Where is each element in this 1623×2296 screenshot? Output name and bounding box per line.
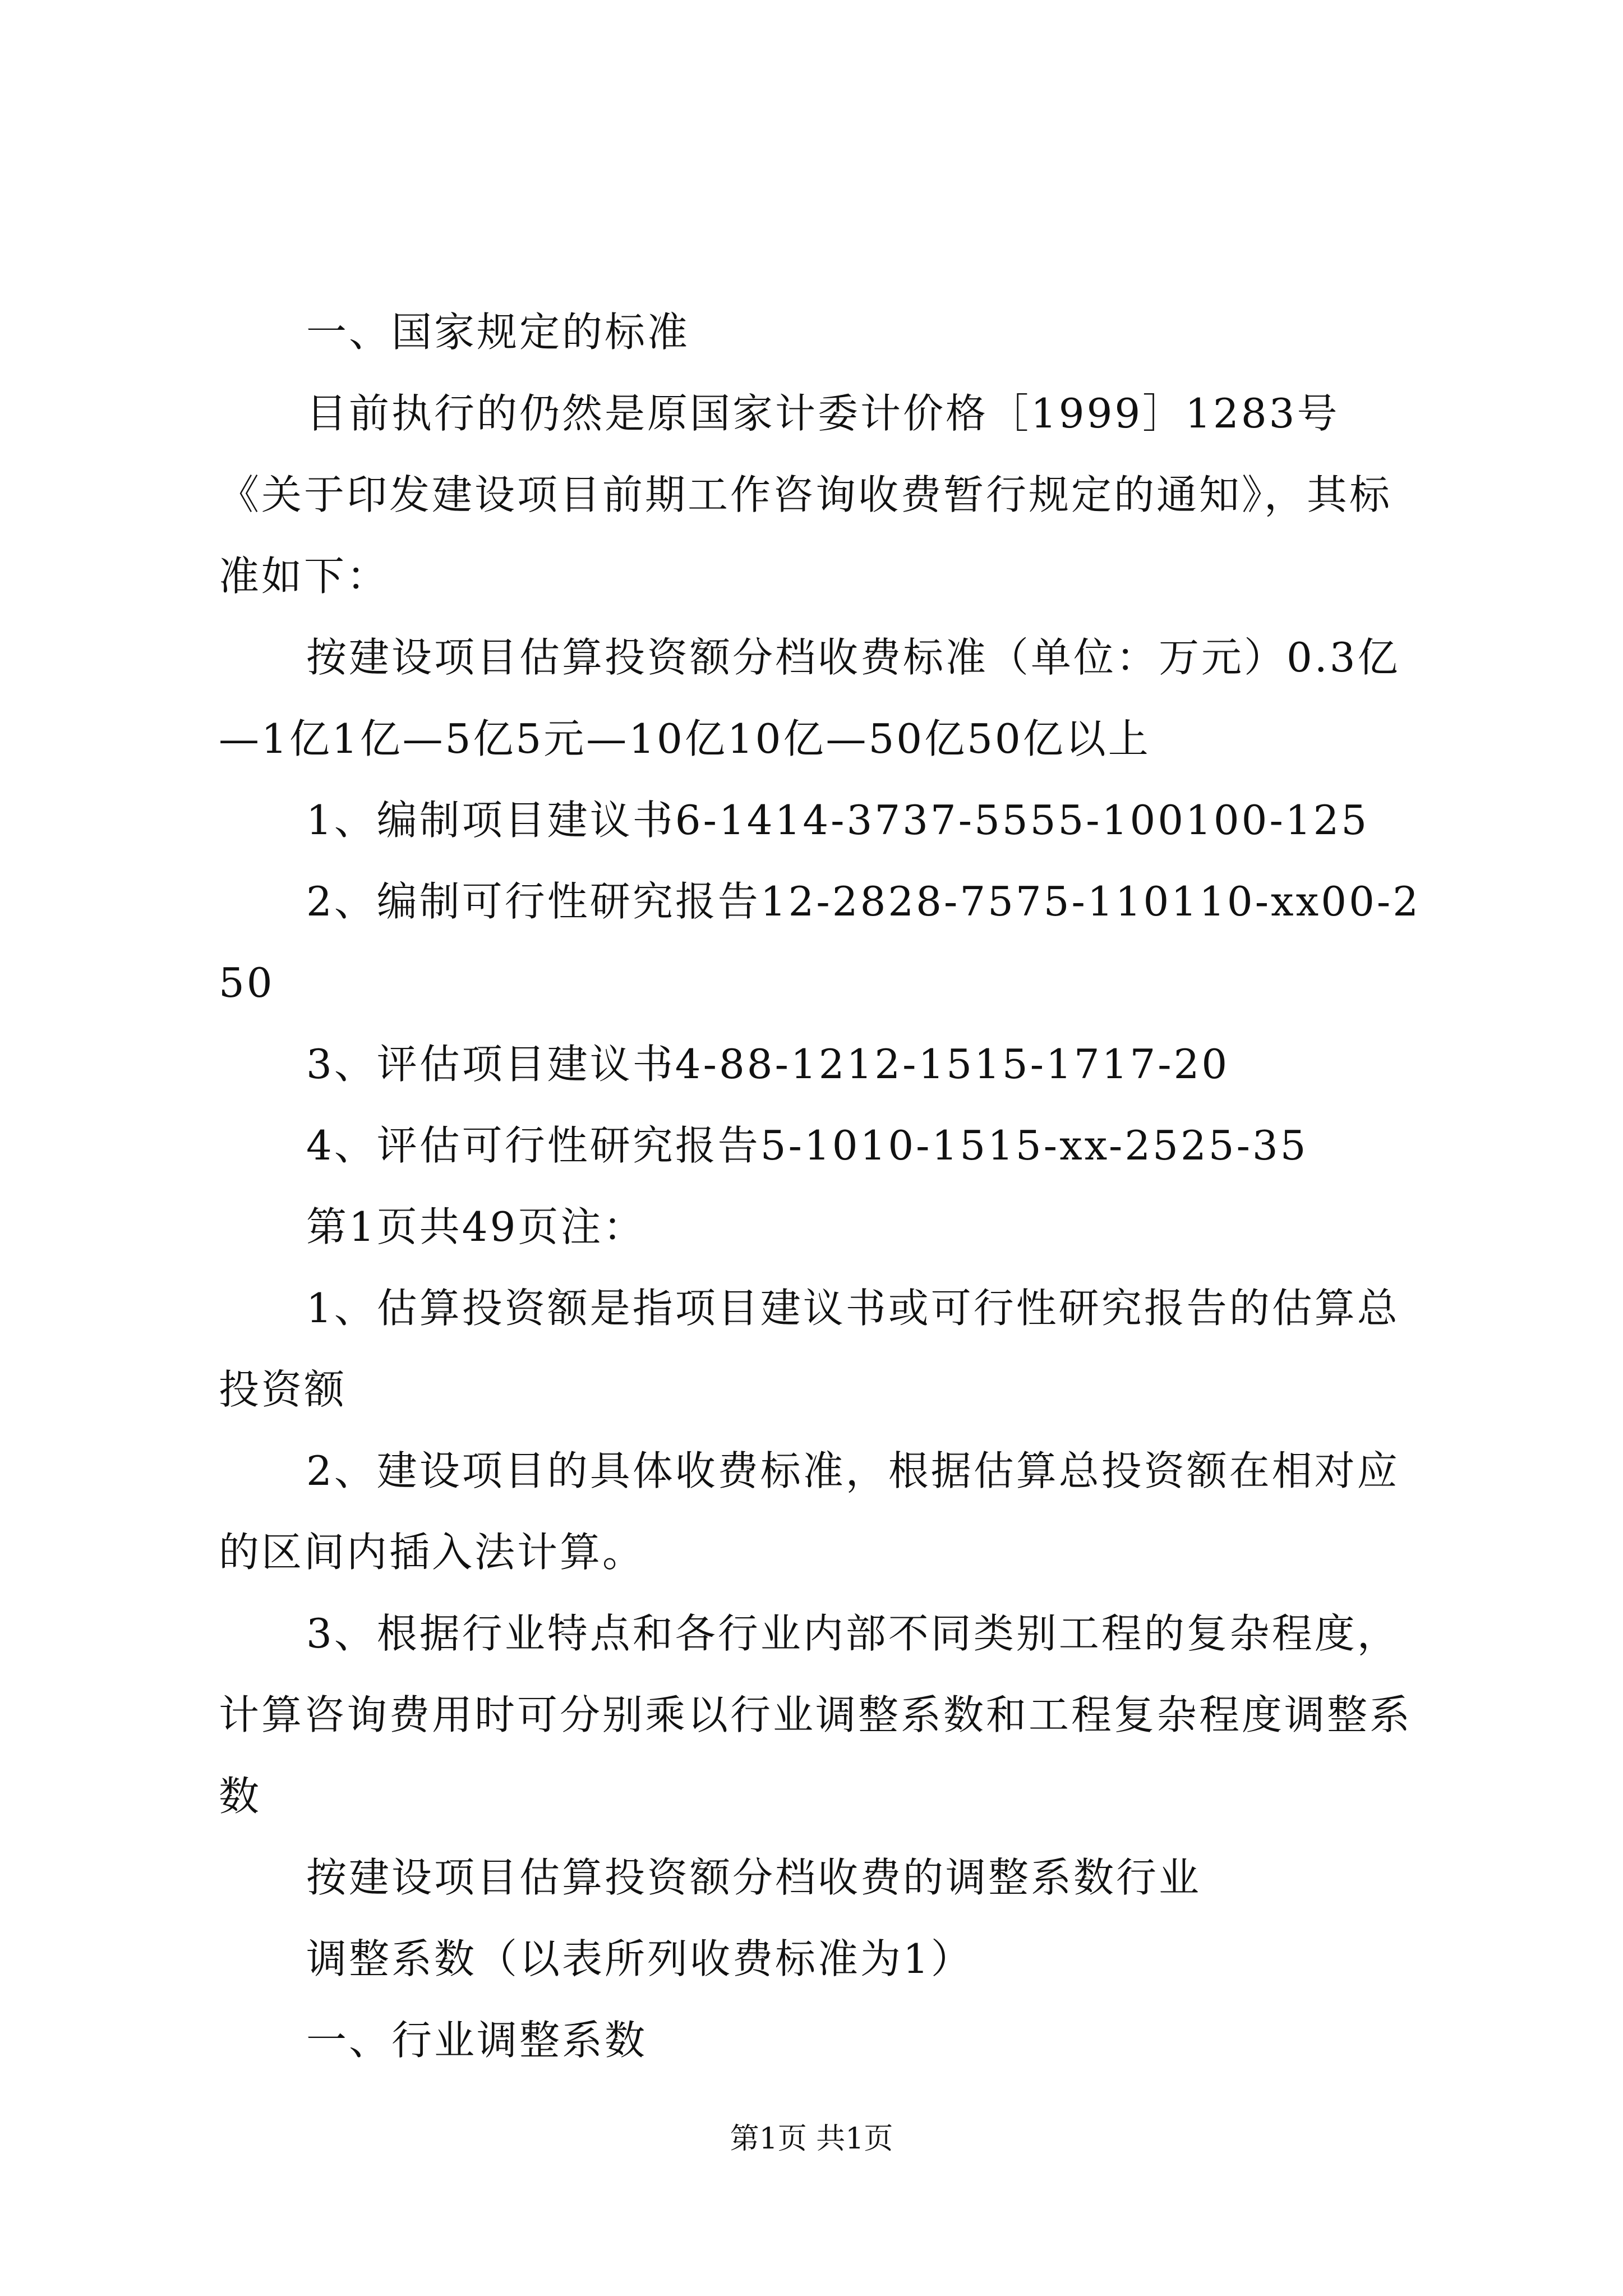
paragraph: 3、评估项目建议书4-88-1212-1515-1717-20	[306, 1041, 1230, 1088]
paragraph: 2、建设项目的具体收费标准，根据估算总投资额在相对应的区间内插入法计算。	[219, 1447, 1400, 1576]
page-footer: 第1页 共1页	[730, 2122, 893, 2156]
paragraph: 调整系数（以表所列收费标准为1）	[306, 1935, 974, 1982]
paragraph: 第1页共49页注：	[306, 1203, 646, 1250]
section-heading: 一、国家规定的标准	[306, 309, 690, 356]
paragraph: 1、估算投资额是指项目建议书或可行性研究报告的估算总投资额	[219, 1285, 1400, 1413]
paragraph: 1、编制项目建议书6-1414-3737-5555-100100-125	[306, 797, 1370, 844]
paragraph: 按建设项目估算投资额分档收费标准（单位：万元）0.3亿—1亿1亿—5亿5元—10亿10亿—50亿50亿以上	[219, 634, 1400, 762]
paragraph: 2、编制可行性研究报告12-2828-7575-110110-xx00-250	[219, 878, 1421, 1006]
section-heading: 一、行业调整系数	[306, 2017, 648, 2064]
paragraph: 目前执行的仍然是原国家计委计价格［1999］1283号《关于印发建设项目前期工作咨询收费暂行规定的通知》，其标准如下：	[219, 390, 1393, 600]
paragraph: 按建设项目估算投资额分档收费的调整系数行业	[306, 1854, 1202, 1901]
paragraph: 3、根据行业特点和各行业内部不同类别工程的复杂程度，计算咨询费用时可分别乘以行业调整系数和工程复杂程度调整系数	[219, 1610, 1413, 1820]
paragraph: 4、评估可行性研究报告5-1010-1515-xx-2525-35	[306, 1122, 1308, 1169]
document-body	[219, 292, 1424, 2081]
